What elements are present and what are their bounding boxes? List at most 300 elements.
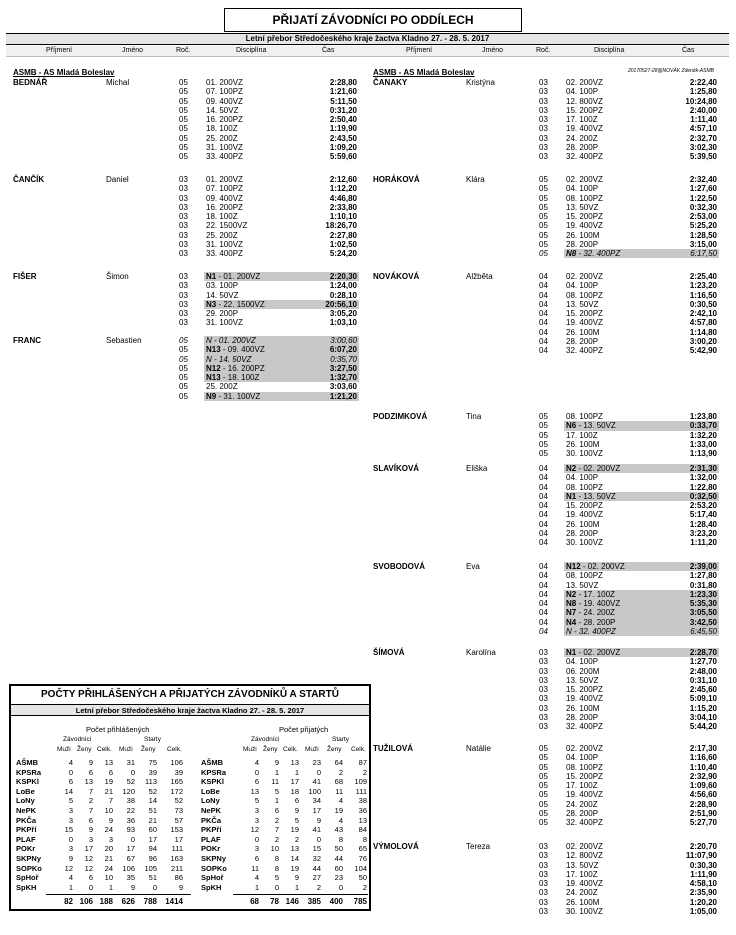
event-discipline: 28. 200P	[566, 336, 599, 346]
event-discipline: N8 - 32. 400PZ	[566, 249, 621, 258]
event-time: 1:16,50	[689, 290, 717, 300]
summary-value-b: 4	[338, 815, 343, 825]
summary-value-a: 4	[68, 758, 73, 767]
event-time: 2:48,00	[689, 666, 717, 676]
event-discipline: 12. 800VZ	[566, 851, 603, 861]
summary-value-b: 5	[274, 786, 279, 796]
event-time: 1:11,90	[690, 869, 717, 879]
event-time: 18:26,70	[325, 221, 357, 231]
event-year: 05	[539, 439, 548, 449]
event-year: 04	[539, 327, 548, 337]
summary-value-b: 1	[294, 767, 299, 777]
event-discipline: 04. 100P	[566, 657, 599, 667]
summary-total-a: 788	[143, 897, 157, 906]
event-year: 05	[179, 124, 188, 134]
event-time: 5:17,40	[689, 510, 717, 520]
event-discipline: 13. 50VZ	[566, 299, 599, 309]
event-year: 04	[539, 346, 548, 355]
event-discipline: 04. 100P	[566, 473, 599, 483]
event-discipline: 28. 200P	[566, 808, 599, 818]
summary-row	[11, 816, 371, 826]
event-row	[539, 449, 719, 458]
event-time: 1:27,70	[689, 657, 717, 667]
summary-value-a: 24	[104, 863, 113, 873]
summary-value-b: 15	[312, 844, 321, 854]
event-discipline: 01. 200VZ	[206, 78, 243, 87]
summary-value-b: 10	[270, 844, 279, 854]
event-year: 03	[539, 897, 548, 907]
event-time: 1:11,40	[690, 115, 717, 124]
event-time: 20:56,10	[325, 299, 357, 309]
event-year: 03	[179, 175, 188, 184]
event-time: 1:25,80	[689, 87, 717, 97]
event-time: 2:27,80	[329, 230, 357, 240]
event-year: 04	[539, 272, 548, 281]
event-row	[539, 744, 719, 753]
summary-value-a: 105	[144, 863, 157, 873]
event-year: 03	[179, 272, 188, 281]
event-time: 1:23,20	[689, 281, 717, 291]
summary-value-b: 44	[312, 863, 321, 873]
event-time: 1:10,40	[689, 762, 717, 772]
summary-row	[11, 796, 371, 806]
event-year: 03	[539, 851, 548, 861]
event-year: 04	[539, 626, 548, 636]
summary-club-a: KPSRa	[16, 767, 42, 777]
event-time: 2:53,00	[689, 212, 717, 221]
event-discipline: 15. 200PZ	[566, 685, 603, 694]
summary-value-b: 65	[358, 844, 367, 854]
event-row	[539, 184, 719, 193]
event-year: 03	[179, 299, 188, 309]
event-row	[539, 818, 719, 827]
event-row	[179, 115, 359, 124]
event-row	[539, 175, 719, 184]
summary-col-a: Celk.	[97, 746, 112, 753]
summary-total-a: 626	[121, 897, 135, 906]
summary-row	[11, 768, 371, 778]
summary-total-a: 188	[99, 897, 113, 906]
event-time: 2:32,40	[689, 175, 717, 184]
summary-value-a: 9	[108, 815, 113, 825]
event-row	[539, 676, 719, 685]
event-discipline: 08. 100PZ	[566, 482, 603, 492]
event-row	[539, 842, 719, 851]
event-year: 03	[179, 184, 188, 194]
summary-club-b: POKr	[201, 844, 221, 854]
summary-value-b: 13	[290, 758, 299, 767]
summary-box	[9, 684, 371, 911]
event-discipline: 06. 200M	[566, 666, 600, 676]
event-year: 05	[539, 762, 548, 772]
event-time: 10:24,80	[685, 96, 717, 106]
summary-row	[11, 844, 371, 854]
event-row	[539, 898, 719, 907]
event-discipline: 25. 200Z	[206, 230, 238, 240]
event-year: 03	[539, 115, 548, 124]
event-time: 2:40,00	[689, 105, 717, 115]
event-discipline: 32. 400PZ	[566, 346, 603, 355]
event-year: 04	[539, 281, 548, 291]
event-year: 04	[539, 608, 548, 618]
summary-value-a: 10	[104, 806, 113, 815]
event-time: 1:32,00	[689, 473, 717, 483]
summary-club-b: NePK	[201, 806, 222, 815]
event-time: 1:11,20	[690, 538, 717, 547]
event-row	[539, 240, 719, 249]
summary-value-b: 9	[274, 758, 279, 767]
summary-value-b: 11	[271, 777, 279, 787]
summary-title: POČTY PŘIHLÁŠENÝCH A PŘIJATÝCH ZÁVODNÍKŮ A STARTŮ	[41, 689, 339, 700]
event-discipline: 32. 400PZ	[566, 722, 603, 731]
summary-value-b: 6	[254, 777, 259, 787]
athlete-surname: ČANAKY	[373, 78, 408, 87]
event-discipline: 08. 100PZ	[566, 571, 603, 581]
summary-value-a: 94	[148, 844, 157, 854]
event-discipline: N - 32. 400PZ	[566, 626, 616, 636]
summary-value-b: 2	[338, 767, 343, 777]
summary-starty-a: Starty	[144, 736, 161, 743]
summary-zavodnici-a: Závodníci	[63, 736, 92, 743]
event-discipline: 19. 400VZ	[566, 510, 603, 520]
event-discipline: 07. 100PZ	[206, 87, 243, 97]
athlete-surname: VÝMOLOVÁ	[373, 842, 419, 851]
event-row	[179, 272, 359, 281]
event-row	[539, 529, 719, 538]
summary-value-a: 3	[68, 806, 73, 815]
event-row	[179, 364, 359, 373]
summary-value-b: 19	[290, 863, 299, 873]
athlete-surname: FRANC	[13, 336, 41, 345]
event-time: 2:25,40	[689, 272, 717, 281]
event-row	[539, 571, 719, 580]
summary-value-b: 0	[338, 882, 343, 892]
summary-left-header: Počet přihlášených	[86, 725, 150, 734]
summary-value-a: 172	[170, 786, 183, 796]
summary-value-a: 211	[171, 863, 183, 873]
event-row	[539, 421, 719, 430]
summary-value-a: 21	[104, 786, 113, 796]
event-time: 2:22,40	[689, 78, 717, 87]
summary-value-a: 6	[108, 767, 113, 777]
summary-value-a: 153	[170, 825, 183, 835]
header-prijmeni: Příjmení	[406, 47, 433, 54]
summary-value-a: 6	[88, 767, 93, 777]
summary-value-a: 111	[171, 844, 183, 854]
event-time: 2:28,90	[689, 799, 717, 809]
summary-value-a: 3	[68, 815, 73, 825]
summary-value-b: 11	[251, 863, 259, 873]
summary-value-a: 4	[68, 873, 73, 883]
event-time: 3:05,50	[689, 608, 717, 618]
event-year: 04	[539, 318, 548, 328]
event-time: 2:28,80	[329, 78, 357, 87]
event-year: 05	[179, 152, 188, 161]
summary-value-b: 6	[294, 796, 299, 806]
summary-value-a: 15	[64, 825, 73, 835]
summary-value-b: 4	[338, 796, 343, 806]
event-time: 0:28,10	[329, 290, 357, 300]
event-time: 5:24,20	[329, 249, 357, 258]
summary-total-a: 106	[79, 897, 93, 906]
event-row	[179, 203, 359, 212]
event-year: 03	[539, 648, 548, 657]
summary-value-b: 11	[335, 786, 343, 796]
event-year: 03	[539, 879, 548, 888]
event-discipline: N4 - 28. 200P	[566, 617, 616, 627]
event-year: 05	[539, 175, 548, 184]
summary-value-b: 2	[316, 882, 321, 892]
event-time: 0:30,30	[689, 860, 717, 870]
athlete-firstname: Sebastien	[106, 336, 142, 345]
event-year: 03	[539, 675, 548, 685]
event-time: 5:09,10	[689, 694, 717, 704]
athlete-firstname: Kristýna	[466, 78, 495, 87]
event-time: 1:21,20	[329, 391, 357, 401]
event-discipline: N9 - 31. 100VZ	[206, 391, 261, 401]
event-discipline: 15. 200PZ	[566, 771, 603, 781]
event-year: 03	[179, 221, 188, 231]
event-time: 1:22,50	[689, 193, 717, 203]
event-year: 04	[539, 299, 548, 309]
header-prijmeni: Příjmení	[46, 47, 73, 54]
summary-value-a: 6	[88, 873, 93, 883]
event-row	[539, 790, 719, 799]
summary-value-a: 0	[130, 834, 135, 844]
event-year: 03	[179, 249, 188, 258]
event-year: 03	[539, 694, 548, 704]
event-row	[179, 212, 359, 221]
summary-value-b: 12	[250, 825, 259, 835]
event-row	[539, 851, 719, 860]
event-time: 2:31,30	[689, 464, 717, 473]
athlete-firstname: Klára	[466, 175, 485, 184]
event-time: 2:53,20	[689, 501, 717, 510]
event-discipline: 02. 200VZ	[566, 744, 603, 753]
summary-value-a: 165	[170, 777, 183, 787]
event-time: 3:23,20	[689, 528, 717, 538]
summary-value-a: 19	[104, 777, 113, 787]
summary-value-b: 7	[274, 825, 279, 835]
event-year: 05	[179, 354, 188, 364]
summary-col-b: Ženy	[263, 746, 278, 753]
event-discipline: 04. 100P	[566, 753, 599, 763]
summary-club-a: SOPKo	[16, 863, 42, 873]
event-time: 1:24,00	[329, 281, 357, 291]
event-year: 05	[539, 249, 548, 258]
summary-value-b: 76	[358, 854, 367, 863]
event-time: 1:21,60	[329, 87, 357, 97]
athlete-firstname: Karolína	[466, 648, 496, 657]
summary-value-a: 31	[126, 758, 135, 767]
event-discipline: 08. 100PZ	[566, 762, 603, 772]
summary-value-b: 4	[254, 758, 259, 767]
event-year: 05	[179, 363, 188, 373]
summary-value-a: 1	[108, 882, 113, 892]
event-discipline: 32. 400PZ	[566, 818, 603, 827]
summary-value-a: 113	[145, 777, 157, 787]
event-row	[539, 772, 719, 781]
summary-value-b: 13	[290, 844, 299, 854]
event-row	[539, 281, 719, 290]
event-year: 05	[179, 336, 188, 345]
event-discipline: 17. 100Z	[566, 781, 598, 790]
competition-subtitle: Letní přebor Středočeského kraje žactva Kladno 27. - 28. 5. 2017	[6, 33, 729, 45]
event-row	[539, 291, 719, 300]
summary-club-b: AŠMB	[201, 758, 224, 767]
event-discipline: 09. 400VZ	[206, 193, 243, 203]
summary-value-a: 5	[68, 796, 73, 806]
summary-value-b: 0	[254, 767, 259, 777]
athlete-surname: ŠÍMOVÁ	[373, 648, 405, 657]
event-time: 2:28,70	[689, 648, 717, 657]
summary-value-b: 68	[334, 777, 343, 787]
event-row	[179, 240, 359, 249]
event-discipline: 03. 100P	[206, 281, 239, 291]
athlete-surname: PODZIMKOVÁ	[373, 412, 428, 421]
event-row	[539, 212, 719, 221]
summary-value-a: 0	[152, 882, 157, 892]
summary-value-b: 1	[254, 882, 259, 892]
summary-value-b: 5	[254, 796, 259, 806]
event-discipline: N1 - 01. 200VZ	[206, 272, 261, 281]
event-year: 05	[539, 808, 548, 818]
event-row	[539, 590, 719, 599]
summary-club-a: PLAF	[16, 834, 36, 844]
event-year: 05	[539, 230, 548, 240]
summary-value-b: 6	[254, 854, 259, 863]
athlete-firstname: Šimon	[106, 272, 129, 281]
event-year: 04	[539, 336, 548, 346]
event-row	[179, 87, 359, 96]
summary-value-a: 12	[84, 854, 93, 863]
event-row	[179, 106, 359, 115]
event-time: 5:35,30	[689, 599, 717, 608]
event-discipline: 15. 200PZ	[566, 309, 603, 318]
event-discipline: 30. 100VZ	[566, 538, 603, 547]
athlete-firstname: Eva	[466, 562, 480, 571]
event-discipline: N1 - 02. 200VZ	[566, 648, 621, 657]
summary-value-a: 9	[178, 882, 183, 892]
summary-row	[11, 835, 371, 845]
summary-value-a: 1	[68, 882, 73, 892]
summary-value-a: 39	[148, 767, 157, 777]
event-discipline: 17. 100Z	[566, 115, 598, 124]
event-time: 2:20,70	[689, 842, 717, 851]
event-row	[539, 753, 719, 762]
athlete-firstname: Eliška	[466, 464, 488, 473]
summary-value-a: 17	[84, 844, 93, 854]
summary-row	[11, 854, 371, 864]
summary-col-a: Celk.	[167, 746, 182, 753]
event-row	[179, 78, 359, 87]
event-year: 04	[539, 562, 548, 571]
event-time: 3:05,20	[329, 309, 357, 318]
summary-value-a: 163	[170, 854, 183, 863]
summary-value-b: 34	[312, 796, 321, 806]
event-time: 2:33,80	[329, 202, 357, 212]
event-year: 04	[539, 290, 548, 300]
summary-value-b: 17	[290, 777, 299, 787]
summary-value-a: 20	[104, 844, 113, 854]
event-time: 1:23,30	[689, 589, 717, 599]
event-year: 03	[539, 124, 548, 134]
event-year: 04	[539, 538, 548, 547]
event-year: 05	[539, 221, 548, 231]
event-discipline: 28. 200P	[566, 239, 599, 249]
summary-value-b: 2	[274, 834, 279, 844]
summary-right-header: Počet přijatých	[279, 725, 329, 734]
event-row	[539, 581, 719, 590]
summary-value-a: 3	[68, 844, 73, 854]
summary-value-a: 13	[84, 777, 93, 787]
event-row	[539, 431, 719, 440]
summary-value-b: 38	[358, 796, 367, 806]
summary-row	[11, 883, 371, 893]
event-time: 1:32,20	[689, 430, 717, 440]
event-row	[539, 78, 719, 87]
event-year: 05	[179, 115, 188, 124]
summary-club-b: PLAF	[201, 834, 221, 844]
event-discipline: 18. 100Z	[206, 212, 238, 221]
event-row	[539, 694, 719, 703]
header-roc: Roč.	[536, 47, 551, 54]
summary-club-b: LoNy	[201, 796, 220, 806]
summary-value-a: 0	[130, 767, 135, 777]
summary-value-a: 35	[126, 873, 135, 883]
event-discipline: N1 - 13. 50VZ	[566, 491, 616, 501]
athlete-surname: FIŠER	[13, 272, 37, 281]
summary-value-a: 7	[88, 786, 93, 796]
summary-club-b: PKČa	[201, 815, 222, 825]
event-time: 0:33,70	[689, 421, 717, 431]
event-discipline: 02. 200VZ	[566, 175, 603, 184]
summary-club-b: SpKH	[201, 882, 222, 892]
event-row	[539, 608, 719, 617]
event-discipline: 15. 200PZ	[566, 212, 603, 221]
club-name: ASMB - AS Mladá Boleslav	[13, 68, 115, 77]
event-row	[539, 800, 719, 809]
summary-club-a: SpHoř	[16, 873, 39, 883]
event-discipline: 13. 50VZ	[566, 580, 599, 590]
summary-value-b: 36	[358, 806, 367, 815]
event-year: 04	[539, 617, 548, 627]
event-row	[539, 221, 719, 230]
summary-value-b: 0	[274, 882, 279, 892]
event-time: 4:57,80	[689, 318, 717, 328]
event-row	[179, 194, 359, 203]
club-name: ASMB - AS Mladá Boleslav	[373, 68, 475, 77]
event-discipline: 29. 200P	[206, 309, 239, 318]
athlete-surname: ČANČÍK	[13, 175, 45, 184]
event-row	[179, 345, 359, 354]
event-time: 1:05,00	[689, 906, 717, 916]
event-time: 2:50,40	[329, 115, 357, 124]
event-row	[539, 870, 719, 879]
summary-value-b: 13	[358, 815, 367, 825]
event-year: 03	[179, 290, 188, 300]
event-discipline: 01. 200VZ	[206, 175, 243, 184]
event-time: 0:31,10	[689, 675, 717, 685]
athlete-firstname: Tereza	[466, 842, 491, 851]
summary-value-b: 19	[334, 806, 343, 815]
event-year: 03	[539, 860, 548, 870]
event-discipline: 31. 100VZ	[206, 142, 243, 152]
summary-value-b: 32	[312, 854, 321, 863]
summary-value-a: 120	[122, 786, 135, 796]
event-time: 3:03,60	[329, 382, 357, 392]
event-row	[179, 221, 359, 230]
